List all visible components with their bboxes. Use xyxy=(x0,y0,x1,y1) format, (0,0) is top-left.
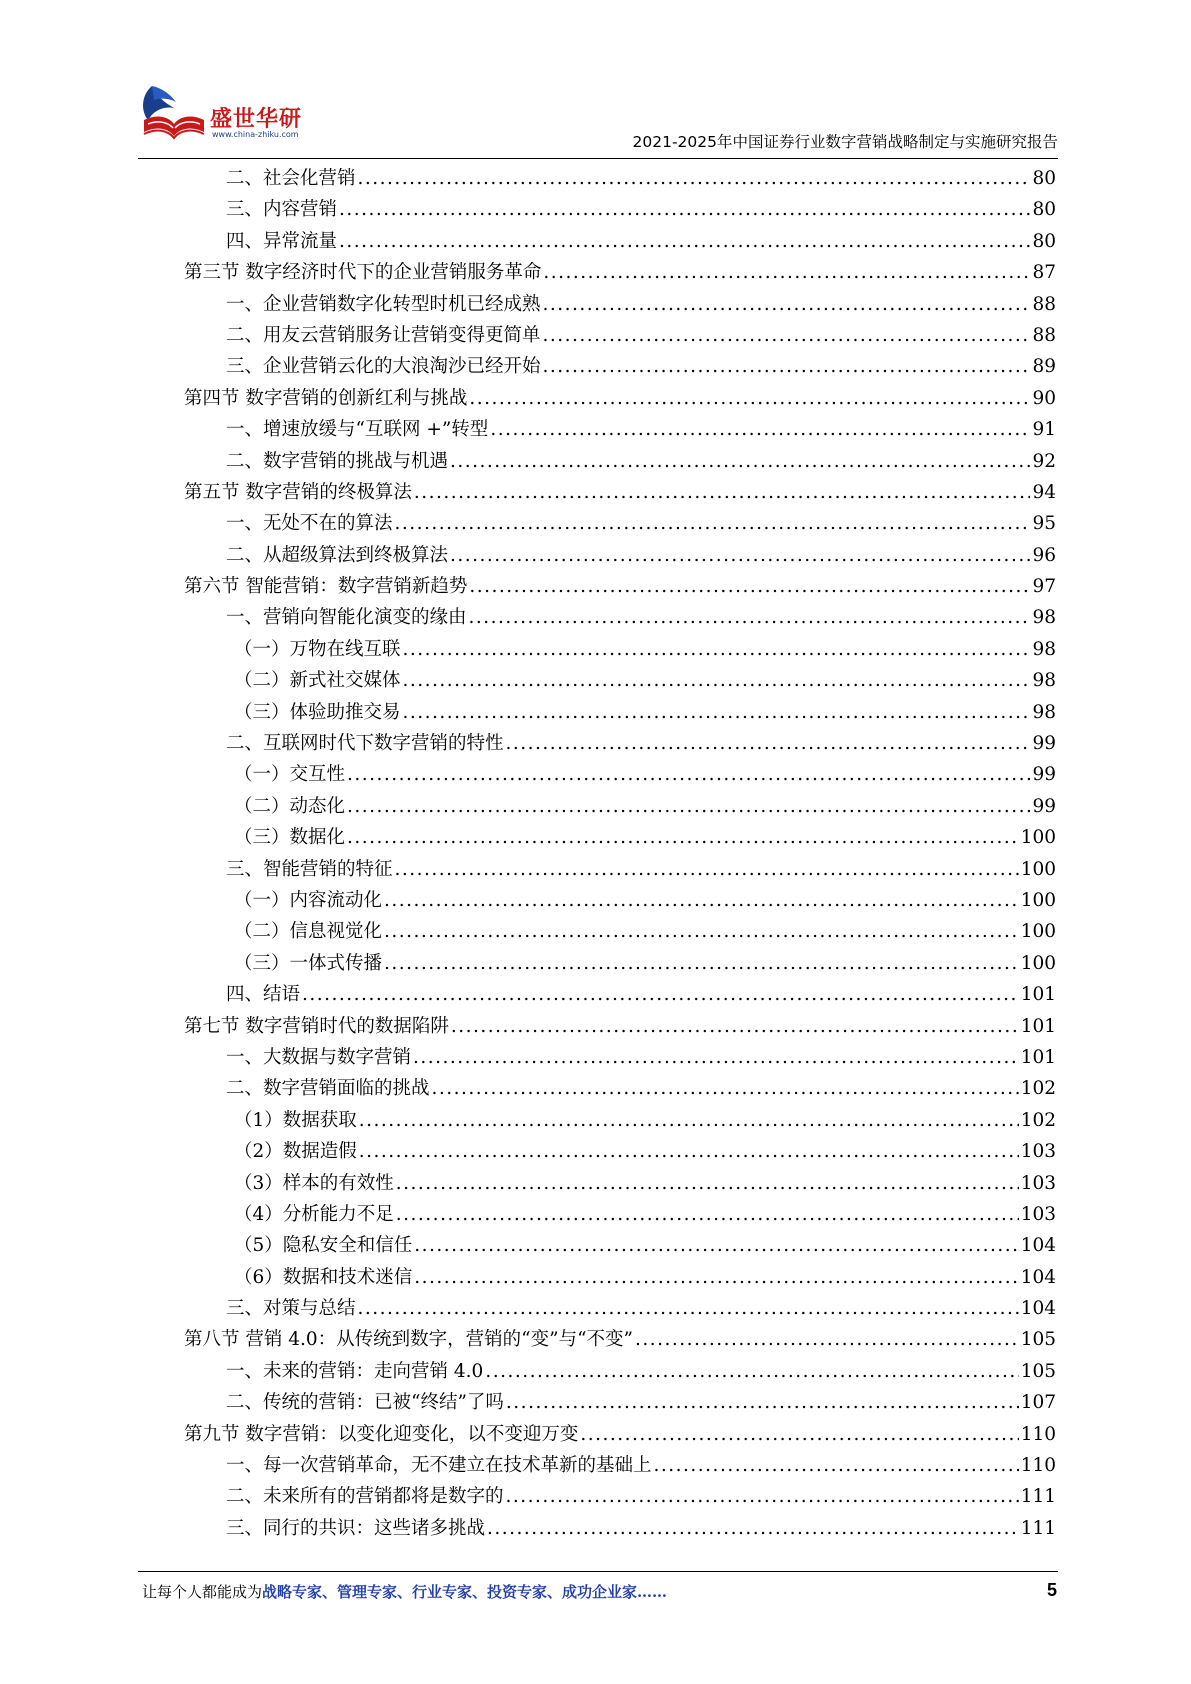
toc-entry[interactable] xyxy=(184,1481,1056,1512)
toc-entry-label: 第七节 数字营销时代的数据陷阱 xyxy=(184,1015,449,1037)
toc-entry-page: 103 xyxy=(1020,1172,1056,1194)
logo-name: 盛世华研 xyxy=(210,107,303,132)
toc-leader-dots xyxy=(414,1262,1018,1293)
toc-entry-page: 102 xyxy=(1020,1109,1056,1131)
toc-entry-label: 第三节 数字经济时代下的企业营销服务革命 xyxy=(184,262,542,284)
toc-entry[interactable] xyxy=(184,759,1056,790)
toc-entry[interactable] xyxy=(184,791,1056,822)
toc-entry-page: 111 xyxy=(1020,1517,1056,1539)
toc-leader-dots xyxy=(450,446,1030,477)
toc-entry-page: 103 xyxy=(1020,1203,1056,1225)
toc-leader-dots xyxy=(543,351,1031,382)
toc-leader-dots xyxy=(414,477,1031,508)
footer-slogan xyxy=(142,1581,667,1602)
toc-entry-page: 100 xyxy=(1020,921,1056,943)
toc-entry-label: （二）新式社交媒体 xyxy=(234,670,401,692)
toc-entry-page: 80 xyxy=(1032,230,1056,252)
toc-entry[interactable] xyxy=(184,1168,1056,1199)
book-logo-icon xyxy=(138,80,210,150)
toc-entry-label: （二）信息视觉化 xyxy=(234,921,383,943)
toc-entry-page: 110 xyxy=(1020,1455,1056,1477)
toc-entry[interactable] xyxy=(184,1450,1056,1481)
toc-entry-label: 一、营销向智能化演变的缘由 xyxy=(226,607,467,629)
toc-entry-page: 104 xyxy=(1020,1235,1056,1257)
toc-leader-dots xyxy=(395,508,1031,539)
toc-leader-dots xyxy=(654,1450,1019,1481)
toc-entry[interactable] xyxy=(184,697,1056,728)
toc-leader-dots xyxy=(339,194,1030,225)
toc-entry[interactable] xyxy=(184,854,1056,885)
toc-leader-dots xyxy=(635,1324,1019,1355)
toc-entry-label: 第四节 数字营销的创新红利与挑战 xyxy=(184,387,468,409)
toc-entry[interactable] xyxy=(184,1136,1056,1167)
toc-entry-page: 95 xyxy=(1032,513,1056,535)
toc-entry-page: 98 xyxy=(1032,638,1056,660)
toc-entry-page: 99 xyxy=(1032,795,1056,817)
toc-entry-label: 二、从超级算法到终极算法 xyxy=(226,544,449,566)
toc-leader-dots xyxy=(384,916,1019,947)
toc-entry-label: 第六节 智能营销：数字营销新趋势 xyxy=(184,576,468,598)
toc-entry-label: 一、大数据与数字营销 xyxy=(226,1046,412,1068)
toc-entry[interactable] xyxy=(184,1011,1056,1042)
toc-entry-label: （4）分析能力不足 xyxy=(234,1203,394,1225)
toc-leader-dots xyxy=(543,320,1031,351)
footer-divider xyxy=(138,1571,1058,1572)
toc-entry-page: 107 xyxy=(1020,1392,1056,1414)
toc-entry-page: 98 xyxy=(1032,701,1056,723)
toc-entry-label: 二、社会化营销 xyxy=(226,168,356,189)
page-number: 5 xyxy=(1046,1580,1057,1600)
toc-entry-page: 102 xyxy=(1020,1078,1056,1100)
toc-leader-dots xyxy=(469,571,1030,602)
toc-entry-label: （三）体验助推交易 xyxy=(234,701,401,723)
toc-entry-page: 100 xyxy=(1020,952,1056,974)
toc-leader-dots xyxy=(403,697,1031,728)
toc-entry-page: 94 xyxy=(1032,481,1056,503)
toc-entry-label: （5）隐私安全和信任 xyxy=(234,1235,413,1257)
toc-entry-page: 104 xyxy=(1020,1266,1056,1288)
toc-leader-dots xyxy=(432,1073,1019,1104)
toc-entry[interactable] xyxy=(184,446,1056,477)
toc-entry-label: 三、同行的共识：这些诸多挑战 xyxy=(226,1517,486,1539)
toc-entry[interactable] xyxy=(184,226,1056,257)
toc-leader-dots xyxy=(358,163,1031,194)
toc-entry-page: 103 xyxy=(1020,1141,1056,1163)
toc-entry[interactable] xyxy=(184,289,1056,320)
toc-entry-label: 一、企业营销数字化转型时机已经成熟 xyxy=(226,293,541,315)
toc-entry-page: 89 xyxy=(1032,356,1056,378)
toc-entry-page: 111 xyxy=(1020,1486,1056,1508)
toc-entry[interactable] xyxy=(184,414,1056,445)
toc-entry[interactable] xyxy=(184,665,1056,696)
toc-entry-label: 二、未来所有的营销都将是数字的 xyxy=(226,1486,504,1508)
toc-entry-label: 三、企业营销云化的大浪淘沙已经开始 xyxy=(226,356,541,378)
toc-entry[interactable] xyxy=(184,1513,1056,1544)
toc-leader-dots xyxy=(384,948,1019,979)
report-title: 2021-2025年中国证券行业数字营销战略制定与实施研究报告 xyxy=(632,133,1058,151)
toc-entry[interactable] xyxy=(184,885,1056,916)
toc-leader-dots xyxy=(384,885,1019,916)
toc-entry[interactable] xyxy=(184,351,1056,382)
toc-entry-label: （三）一体式传播 xyxy=(234,952,383,974)
toc-entry[interactable] xyxy=(184,1230,1056,1261)
toc-entry-page: 92 xyxy=(1032,450,1056,472)
toc-leader-dots xyxy=(358,1293,1019,1324)
toc-entry[interactable] xyxy=(184,508,1056,539)
toc-leader-dots xyxy=(395,854,1019,885)
toc-entry-label: （二）动态化 xyxy=(234,795,346,817)
toc-entry-label: 四、异常流量 xyxy=(226,230,338,252)
toc-leader-dots xyxy=(506,1481,1019,1512)
toc-entry-label: 第八节 营销 4.0：从传统到数字，营销的“变”与“不变” xyxy=(184,1329,634,1351)
toc-entry-label: 第五节 数字营销的终极算法 xyxy=(184,481,412,503)
toc-entry-label: （三）数据化 xyxy=(234,827,346,849)
toc-entry-page: 96 xyxy=(1032,544,1056,566)
toc-leader-dots xyxy=(403,634,1031,665)
toc-entry-page: 80 xyxy=(1032,168,1056,189)
toc-leader-dots xyxy=(485,1356,1018,1387)
company-logo xyxy=(138,80,318,152)
toc-entry-page: 101 xyxy=(1020,1015,1056,1037)
toc-entry[interactable] xyxy=(184,822,1056,853)
toc-entry[interactable] xyxy=(184,916,1056,947)
toc-entry[interactable] xyxy=(184,1293,1056,1324)
toc-entry-page: 100 xyxy=(1020,889,1056,911)
toc-entry-label: 第九节 数字营销：以变化迎变化，以不变迎万变 xyxy=(184,1423,579,1445)
toc-entry-label: 一、无处不在的算法 xyxy=(226,513,393,535)
toc-leader-dots xyxy=(543,289,1031,320)
toc-entry-label: 二、用友云营销服务让营销变得更简单 xyxy=(226,324,541,346)
toc-entry[interactable] xyxy=(184,1387,1056,1418)
toc-entry[interactable] xyxy=(184,1042,1056,1073)
toc-leader-dots xyxy=(469,383,1030,414)
toc-entry-label: 一、增速放缓与“互联网 +”转型 xyxy=(226,419,489,441)
toc-entry-label: 二、互联网时代下数字营销的特性 xyxy=(226,733,504,755)
toc-entry[interactable] xyxy=(184,1262,1056,1293)
toc-leader-dots xyxy=(469,602,1031,633)
toc-entry-label: 一、未来的营销：走向营销 4.0 xyxy=(226,1360,484,1382)
toc-entry[interactable] xyxy=(184,163,1056,194)
toc-leader-dots xyxy=(396,1199,1019,1230)
logo-url: www.china-zhiku.com xyxy=(212,130,299,139)
page-header xyxy=(138,76,1058,160)
toc-entry-page: 91 xyxy=(1032,419,1056,441)
toc-entry-label: （1）数据获取 xyxy=(234,1109,357,1131)
toc-entry-label: （一）交互性 xyxy=(234,764,346,786)
table-of-contents xyxy=(184,163,1056,1544)
toc-entry-page: 110 xyxy=(1020,1423,1056,1445)
toc-leader-dots xyxy=(451,1011,1019,1042)
toc-leader-dots xyxy=(506,728,1031,759)
toc-entry[interactable] xyxy=(184,634,1056,665)
toc-entry-label: （2）数据造假 xyxy=(234,1141,357,1163)
toc-entry-label: 二、数字营销面临的挑战 xyxy=(226,1078,430,1100)
toc-entry-page: 100 xyxy=(1020,858,1056,880)
toc-entry[interactable] xyxy=(184,1324,1056,1355)
toc-entry-page: 101 xyxy=(1020,1046,1056,1068)
toc-leader-dots xyxy=(347,791,1030,822)
toc-leader-dots xyxy=(302,979,1019,1010)
toc-entry-label: 三、智能营销的特征 xyxy=(226,858,393,880)
toc-entry-page: 99 xyxy=(1032,733,1056,755)
toc-entry[interactable] xyxy=(184,571,1056,602)
toc-leader-dots xyxy=(413,1042,1019,1073)
toc-leader-dots xyxy=(487,1513,1019,1544)
toc-leader-dots xyxy=(339,226,1030,257)
toc-leader-dots xyxy=(543,257,1030,288)
toc-entry-label: 二、传统的营销：已被“终结”了吗 xyxy=(226,1392,504,1414)
toc-entry[interactable] xyxy=(184,728,1056,759)
toc-entry[interactable] xyxy=(184,1199,1056,1230)
toc-entry-page: 100 xyxy=(1020,827,1056,849)
toc-entry[interactable] xyxy=(184,1105,1056,1136)
toc-entry-label: （一）万物在线互联 xyxy=(234,638,401,660)
toc-entry[interactable] xyxy=(184,1419,1056,1450)
toc-leader-dots xyxy=(403,665,1031,696)
toc-entry-label: 四、结语 xyxy=(226,984,301,1006)
toc-entry[interactable] xyxy=(184,1356,1056,1387)
toc-entry[interactable] xyxy=(184,602,1056,633)
toc-leader-dots xyxy=(359,1136,1019,1167)
toc-entry[interactable] xyxy=(184,948,1056,979)
toc-entry-label: 二、数字营销的挑战与机遇 xyxy=(226,450,449,472)
header-divider xyxy=(138,158,1058,159)
toc-entry[interactable] xyxy=(184,257,1056,288)
toc-leader-dots xyxy=(580,1419,1018,1450)
toc-entry-page: 99 xyxy=(1032,764,1056,786)
toc-entry-page: 98 xyxy=(1032,670,1056,692)
toc-entry-page: 90 xyxy=(1032,387,1056,409)
toc-entry-label: 三、对策与总结 xyxy=(226,1298,356,1320)
toc-entry[interactable] xyxy=(184,194,1056,225)
toc-entry-page: 105 xyxy=(1020,1329,1056,1351)
toc-entry-label: （6）数据和技术迷信 xyxy=(234,1266,413,1288)
toc-entry-page: 105 xyxy=(1020,1360,1056,1382)
toc-leader-dots xyxy=(490,414,1030,445)
toc-leader-dots xyxy=(506,1387,1019,1418)
toc-entry-page: 104 xyxy=(1020,1298,1056,1320)
toc-leader-dots xyxy=(414,1230,1018,1261)
toc-entry-page: 88 xyxy=(1032,293,1056,315)
toc-entry-label: （3）样本的有效性 xyxy=(234,1172,394,1194)
toc-entry-page: 87 xyxy=(1032,262,1056,284)
toc-entry-page: 80 xyxy=(1032,199,1056,221)
toc-entry-page: 88 xyxy=(1032,324,1056,346)
slogan-highlight: 战略专家、管理专家、行业专家、投资专家、成功企业家…… xyxy=(262,1583,668,1601)
toc-entry[interactable] xyxy=(184,477,1056,508)
toc-leader-dots xyxy=(450,540,1030,571)
toc-leader-dots xyxy=(359,1105,1019,1136)
toc-entry-label: （一）内容流动化 xyxy=(234,889,383,911)
toc-leader-dots xyxy=(396,1168,1019,1199)
toc-entry-page: 101 xyxy=(1020,984,1056,1006)
toc-entry-page: 97 xyxy=(1032,576,1056,598)
toc-leader-dots xyxy=(347,759,1030,790)
toc-leader-dots xyxy=(347,822,1019,853)
toc-entry[interactable] xyxy=(184,1073,1056,1104)
toc-entry-page: 98 xyxy=(1032,607,1056,629)
toc-entry[interactable] xyxy=(184,383,1056,414)
toc-entry[interactable] xyxy=(184,540,1056,571)
toc-entry-label: 三、内容营销 xyxy=(226,199,338,221)
toc-entry[interactable] xyxy=(184,979,1056,1010)
slogan-prefix: 让每个人都能成为 xyxy=(142,1583,263,1601)
toc-entry-label: 一、每一次营销革命，无不建立在技术革新的基础上 xyxy=(226,1455,652,1477)
toc-entry[interactable] xyxy=(184,320,1056,351)
